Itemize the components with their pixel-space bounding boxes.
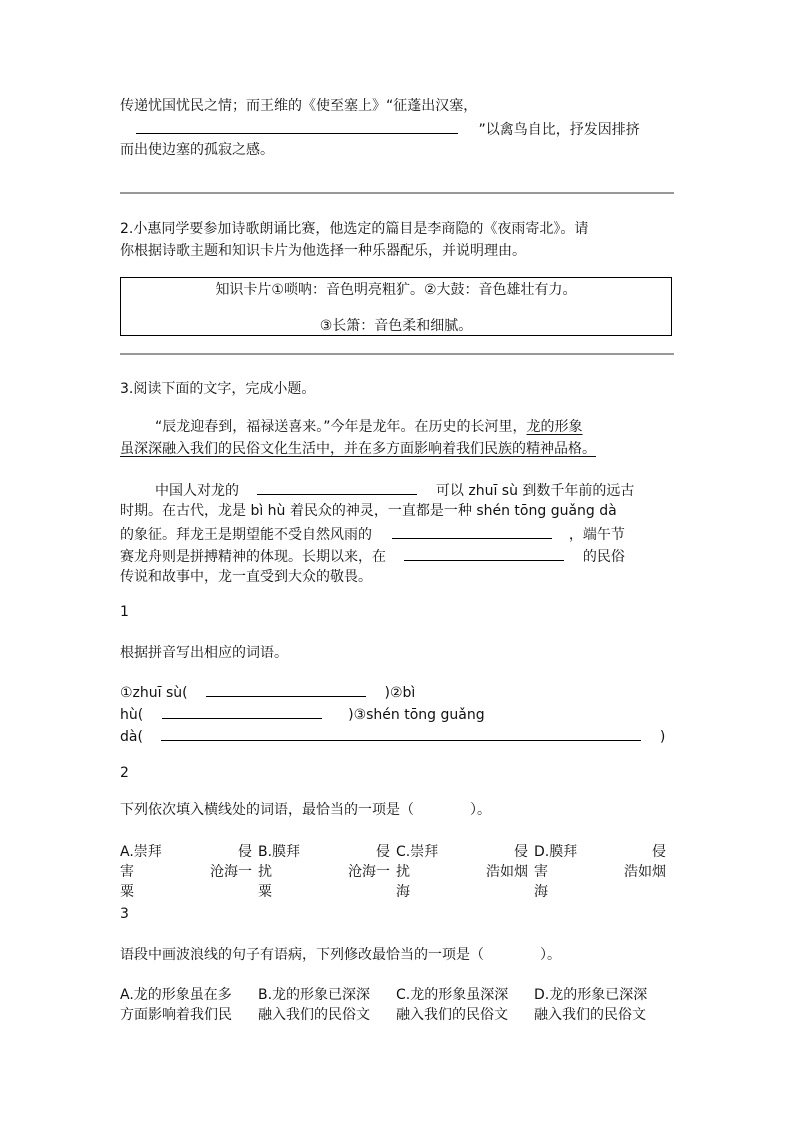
section-divider — [120, 353, 674, 355]
passage-blank-2[interactable] — [392, 522, 552, 539]
choice-b[interactable] — [258, 842, 390, 902]
choice-b-word2b: 扰 — [258, 864, 272, 880]
choice-b-word1: B.膜拜 — [258, 844, 301, 860]
choice-c-word1: C.崇拜 — [396, 844, 439, 860]
passage-blank-3[interactable] — [404, 544, 564, 561]
revision-choice-a-line1: A.龙的形象虽在多 — [120, 987, 232, 1003]
revision-choice-c-line1: C.龙的形象虽深深 — [396, 987, 509, 1003]
revision-choice-d-line1: D.龙的形象已深深 — [534, 987, 648, 1003]
q3-passage2-line1-end: 可以 zhuī sù 到数千年前的远古 — [435, 483, 635, 499]
knowledge-card-line2: ③长箫：音色柔和细腻。 — [319, 318, 473, 334]
q2-prompt-line2: 你根据诗歌主题和知识卡片为他选择一种乐器配乐，并说明理由。 — [120, 243, 526, 259]
pinyin-label-3b: dà( — [120, 729, 143, 745]
choice-d-word2b: 害 — [534, 864, 548, 880]
q1-text-line1: 传递忧国忧民之情；而王维的《使至塞上》“征蓬出汉塞， — [120, 98, 478, 114]
q3-passage1-line1-text: “辰龙迎春到，福禄送喜来。”今年是龙年。在历史的长河里， — [155, 419, 527, 435]
choice-b-word3: 沧海一 — [348, 864, 390, 880]
choice-c[interactable] — [396, 842, 528, 902]
wavy-underlined-text: 龙的形象 — [526, 419, 583, 435]
q3-passage2-line3-end: ，端午节 — [568, 527, 625, 543]
q3-passage2-line1 — [155, 478, 634, 502]
q1-text-line3: 而出使边塞的孤寂之感。 — [120, 142, 274, 158]
choice-c-word2: 侵 — [514, 844, 528, 860]
q1-answer-blank[interactable] — [136, 117, 458, 134]
q2-prompt-line1: 2.小惠同学要参加诗歌朗诵比赛，他选定的篇目是李商隐的《夜雨寄北》。请 — [120, 221, 589, 237]
subquestion-number: 3 — [120, 906, 129, 922]
choice-a-word2b: 害 — [120, 864, 134, 880]
knowledge-card-line1: 知识卡片①唢呐：音色明亮粗犷。②大鼓：音色雄壮有力。 — [215, 282, 577, 298]
q3-passage2-line5: 传说和故事中，龙一直受到大众的敬畏。 — [120, 569, 372, 585]
subquestion-number: 1 — [120, 604, 129, 620]
choice-d-word3: 浩如烟 — [624, 864, 666, 880]
subquestion-1-prompt: 根据拼音写出相应的词语。 — [120, 645, 288, 661]
knowledge-card — [120, 277, 672, 336]
subquestion-number: 2 — [120, 765, 129, 781]
choice-a-word1: A.崇拜 — [120, 844, 162, 860]
choice-b-word3b: 粟 — [258, 884, 272, 900]
q3-passage1-line1 — [155, 416, 583, 438]
choice-c-word3b: 海 — [396, 884, 410, 900]
q3-passage2-line4-end: 的民俗 — [582, 549, 625, 565]
pinyin-label-2: )②bì — [384, 685, 416, 701]
q1-text-line2 — [120, 117, 640, 141]
choice-d-word2: 侵 — [652, 844, 666, 860]
choice-d-word3b: 海 — [534, 884, 548, 900]
subquestion-2-prompt: 下列依次填入横线处的词语，最恰当的一项是（ ）。 — [120, 802, 491, 818]
choice-d-word1: D.膜拜 — [534, 844, 578, 860]
choice-a-word3: 沧海一 — [210, 864, 252, 880]
q3-passage2-line3-text: 的象征。拜龙王是期望能不受自然风雨的 — [120, 527, 372, 543]
choice-c-word2b: 扰 — [396, 864, 410, 880]
choice-c-word3: 浩如烟 — [486, 864, 528, 880]
pinyin-answer-3[interactable] — [161, 724, 641, 741]
pinyin-close: ) — [659, 729, 666, 745]
pinyin-answer-2[interactable] — [162, 702, 322, 719]
choice-a[interactable] — [120, 842, 252, 902]
q3-passage2-line3 — [120, 522, 625, 546]
choice-d[interactable] — [534, 842, 666, 902]
pinyin-row-3 — [120, 724, 665, 748]
section-divider — [120, 192, 674, 194]
q3-passage2-line4 — [120, 544, 625, 568]
pinyin-answer-1[interactable] — [206, 680, 366, 697]
q3-passage2-line4-text: 赛龙舟则是拼搏精神的体现。长期以来，在 — [120, 549, 386, 565]
pinyin-row-1 — [120, 680, 415, 704]
q3-passage2-line1-text: 中国人对龙的 — [155, 483, 239, 499]
revision-choice-b[interactable] — [258, 985, 390, 1025]
revision-choice-a-line2: 方面影响着我们民 — [120, 1007, 232, 1023]
passage-blank-1[interactable] — [257, 478, 417, 495]
revision-choice-b-line1: B.龙的形象已深深 — [258, 987, 371, 1003]
pinyin-row-2 — [120, 702, 485, 726]
revision-choice-b-line2: 融入我们的民俗文 — [258, 1007, 370, 1023]
revision-choice-c-line2: 融入我们的民俗文 — [396, 1007, 508, 1023]
q3-passage2-line2: 时期。在古代，龙是 bì hù 着民众的神灵，一直都是一种 shén tōng guǎng dà — [120, 503, 617, 519]
subquestion-3-prompt: 语段中画波浪线的句子有语病，下列修改最恰当的一项是（ ）。 — [120, 947, 561, 963]
q3-intro: 3.阅读下面的文字，完成小题。 — [120, 381, 316, 397]
choice-a-word2: 侵 — [238, 844, 252, 860]
revision-choice-d-line2: 融入我们的民俗文 — [534, 1007, 646, 1023]
choice-b-word2: 侵 — [376, 844, 390, 860]
revision-choice-c[interactable] — [396, 985, 528, 1025]
pinyin-label-2b: hù( — [120, 707, 144, 723]
revision-choice-a[interactable] — [120, 985, 252, 1025]
pinyin-label-1: ①zhuī sù( — [120, 685, 188, 701]
q3-passage1-line2: 虽深深融入我们的民俗文化生活中，并在多方面影响着我们民族的精神品格。 — [120, 441, 596, 457]
pinyin-label-3: )③shén tōng guǎng — [348, 707, 485, 723]
choice-a-word3b: 粟 — [120, 884, 134, 900]
revision-choice-d[interactable] — [534, 985, 666, 1025]
q1-text-line2-end: ”以禽鸟自比，抒发因排挤 — [478, 122, 640, 138]
